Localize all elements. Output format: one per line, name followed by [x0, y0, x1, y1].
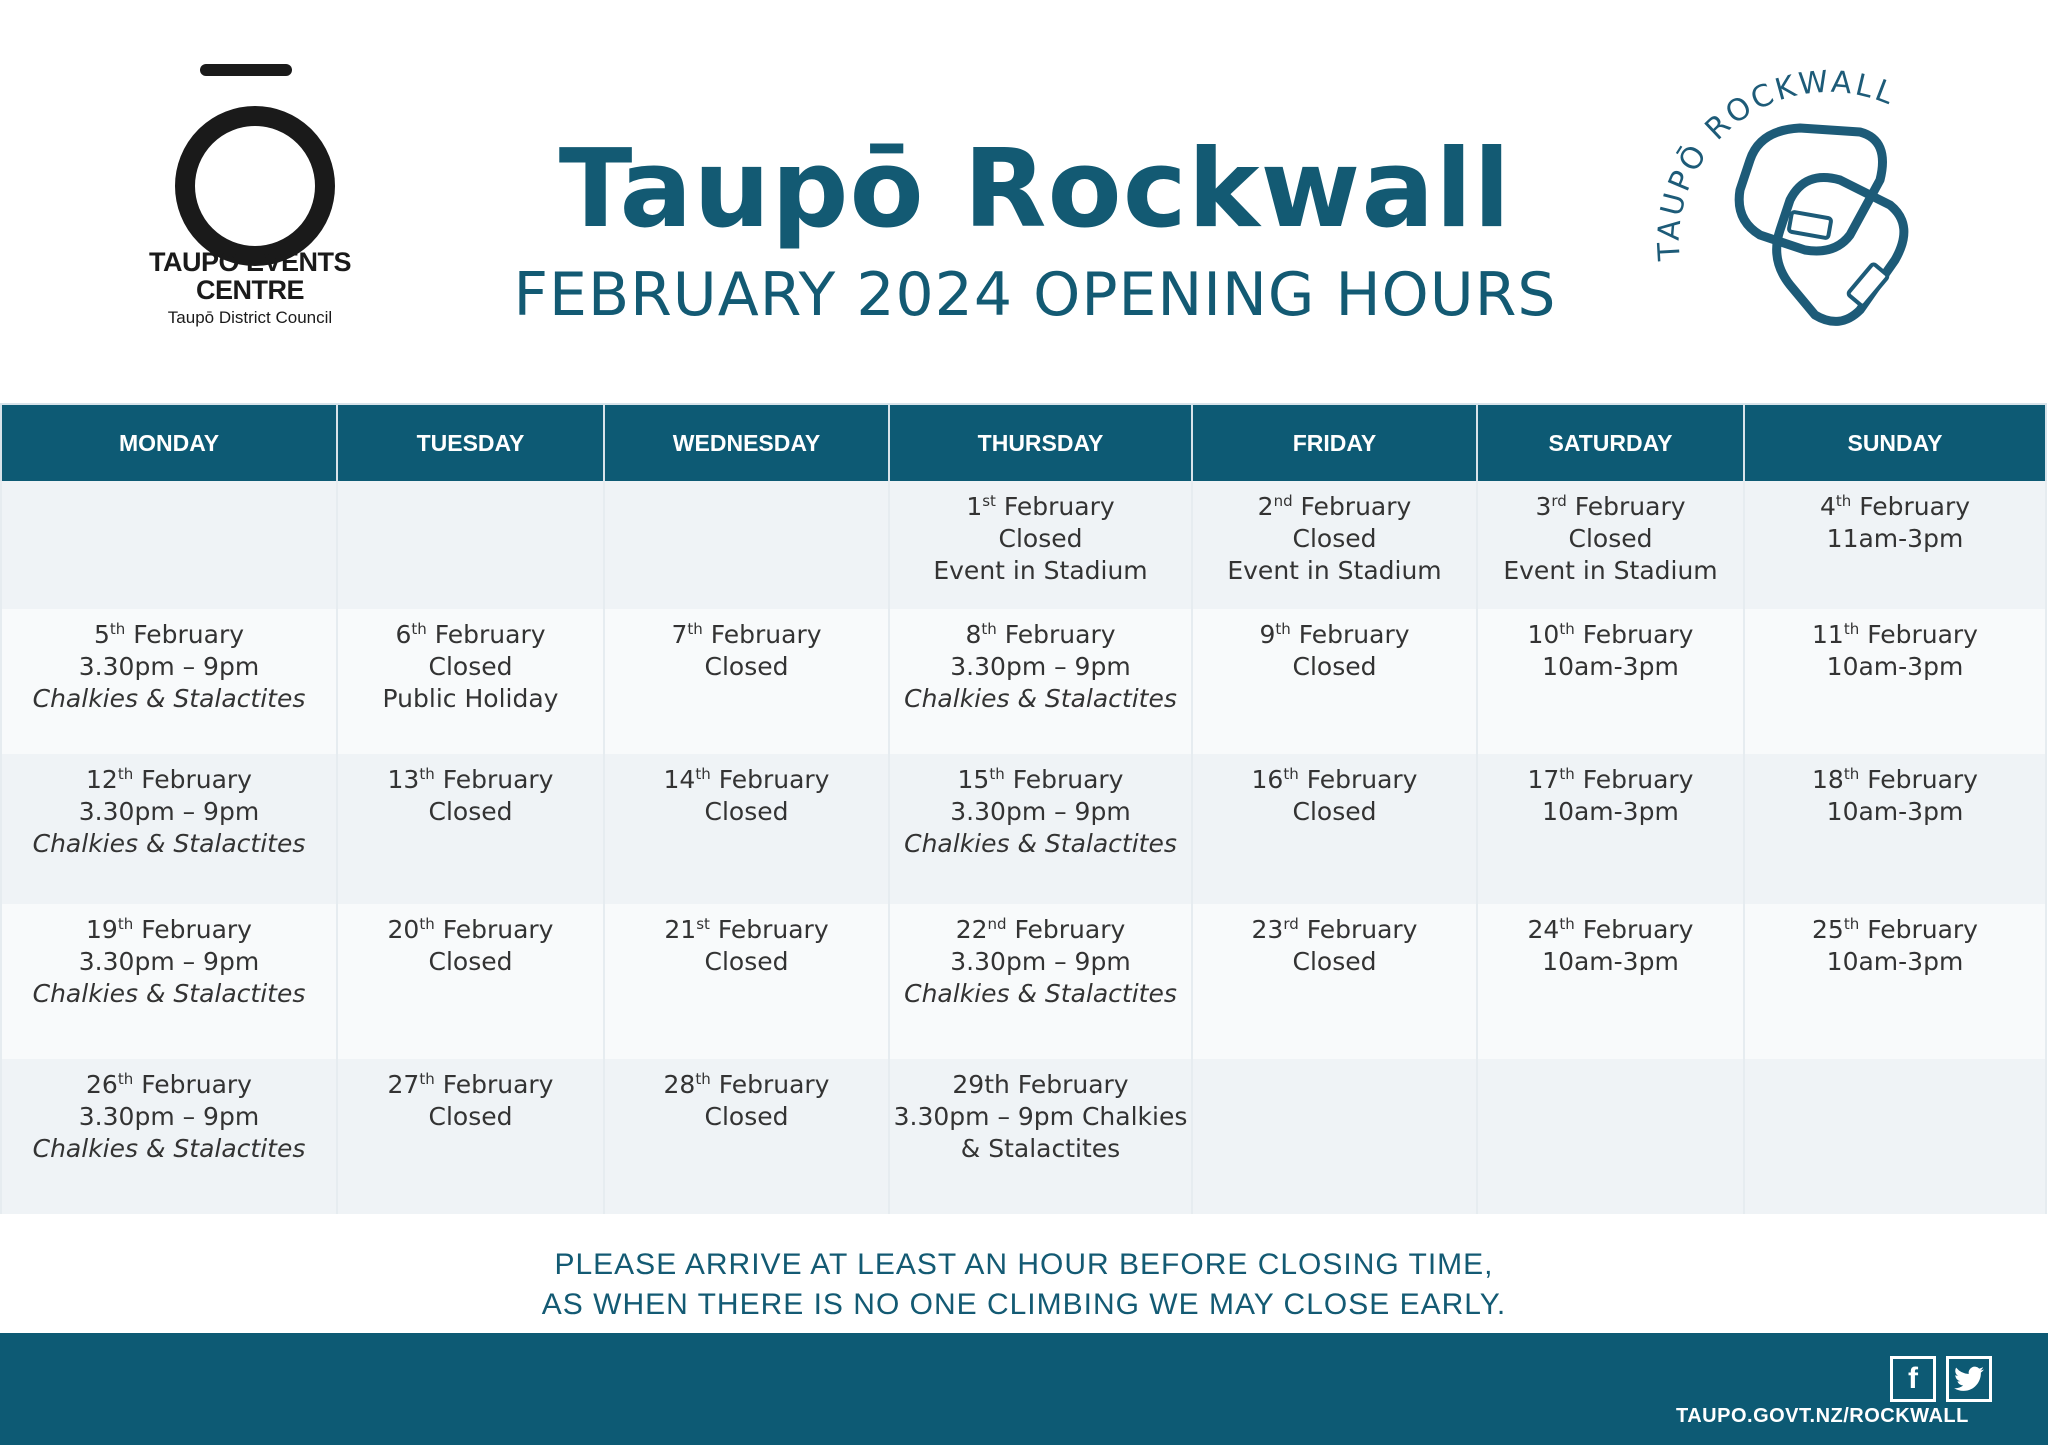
weekday-header-monday: MONDAY	[1, 404, 337, 481]
twitter-icon[interactable]	[1946, 1356, 1992, 1402]
day-status-line: 10am-3pm	[1826, 652, 1964, 681]
social-links	[1890, 1356, 1992, 1402]
day-number: 21	[664, 915, 697, 944]
day-ordinal-suffix: st	[982, 492, 996, 510]
day-status-line: Closed	[704, 1102, 789, 1131]
day-status-line: Event in Stadium	[1227, 556, 1442, 585]
day-date-label	[1194, 764, 1475, 796]
page-title: Taupō Rockwall	[558, 127, 1512, 252]
day-status-line: Public Holiday	[382, 684, 559, 713]
day-ordinal-suffix: th	[1283, 765, 1299, 783]
day-status-line: Closed	[428, 1102, 513, 1131]
twitter-bird-icon	[1954, 1366, 1984, 1392]
day-number: 13	[387, 765, 420, 794]
day-status-line: 10am-3pm	[1542, 652, 1679, 681]
day-number: 1	[966, 492, 983, 521]
day-ordinal-suffix: th	[695, 1070, 711, 1088]
day-date-label	[1479, 914, 1742, 946]
month-name: February	[434, 620, 546, 649]
calendar-day-cell	[337, 609, 604, 754]
month-name: February	[1867, 765, 1978, 794]
day-status-line: 10am-3pm	[1826, 947, 1964, 976]
day-number: 14	[663, 765, 696, 794]
calendar-day-cell	[889, 609, 1192, 754]
session-name: Chalkies & Stalactites	[904, 684, 1177, 713]
calendar-day-cell	[1, 904, 337, 1059]
day-status-line: Closed	[704, 797, 789, 826]
calendar-day-cell	[604, 1059, 889, 1214]
month-name: February	[718, 1070, 830, 1099]
day-status-line: 3.30pm – 9pm Chalkies	[893, 1102, 1188, 1131]
day-date-label	[606, 914, 887, 946]
day-ordinal-suffix: th	[109, 620, 126, 638]
day-date-label	[891, 914, 1190, 946]
day-number: 5	[93, 620, 110, 649]
opening-hours-calendar	[0, 403, 2047, 1214]
day-ordinal-suffix: th	[1835, 492, 1852, 510]
logo-line-1: TAUPŌ EVENTS	[148, 247, 352, 277]
notice-line-1: PLEASE ARRIVE AT LEAST AN HOUR BEFORE CLOSING TIME,	[554, 1248, 1494, 1281]
day-status-line: 3.30pm – 9pm	[78, 652, 260, 681]
day-date-label	[1194, 491, 1475, 523]
calendar-day-cell	[1192, 904, 1477, 1059]
month-name: February	[442, 1070, 554, 1099]
month-name: February	[1867, 620, 1978, 649]
session-name: Chalkies & Stalactites	[904, 979, 1177, 1008]
day-status-line: Closed	[998, 524, 1083, 553]
day-ordinal-suffix: th	[419, 915, 435, 933]
arrival-notice	[0, 1245, 2048, 1325]
day-ordinal-suffix: th	[419, 765, 435, 783]
day-number: 17	[1527, 765, 1560, 794]
day-date-label	[339, 914, 602, 946]
day-status-line: 3.30pm – 9pm	[78, 947, 260, 976]
month-name: February	[141, 1070, 252, 1099]
month-name: February	[1859, 492, 1971, 521]
day-date-label	[891, 764, 1190, 796]
day-date-label	[1746, 914, 2044, 946]
day-number: 6	[395, 620, 412, 649]
calendar-day-cell	[1744, 609, 2046, 754]
day-ordinal-suffix: th	[411, 620, 427, 638]
month-name: February	[1300, 492, 1412, 521]
day-date-label	[1194, 914, 1475, 946]
day-status-line: Closed	[1292, 524, 1377, 553]
day-ordinal-suffix: th	[117, 1070, 134, 1088]
month-name: February	[133, 620, 245, 649]
logo-council-text: Taupō District Council	[167, 308, 333, 327]
calendar-day-cell	[1, 1059, 337, 1214]
day-status-line: 10am-3pm	[1542, 947, 1679, 976]
day-date-label	[3, 764, 335, 796]
session-name: Chalkies & Stalactites	[32, 829, 306, 858]
calendar-day-cell	[604, 904, 889, 1059]
day-number: 25	[1812, 915, 1844, 944]
day-date-label	[339, 764, 602, 796]
day-status-line: Closed	[428, 947, 513, 976]
logo-arc-text: TAUPŌ ROCKWALL	[1651, 64, 1902, 262]
calendar-day-cell	[889, 481, 1192, 609]
month-name: February	[718, 765, 830, 794]
day-number: 8	[965, 620, 982, 649]
day-status-line: 3.30pm – 9pm	[78, 797, 260, 826]
calendar-day-cell	[1192, 754, 1477, 904]
day-ordinal-suffix: th	[1275, 620, 1291, 638]
calendar-day-cell	[1744, 754, 2046, 904]
month-name: February	[1012, 765, 1124, 794]
calendar-day-cell	[337, 754, 604, 904]
calendar-day-cell	[604, 609, 889, 754]
month-name: February	[1306, 915, 1418, 944]
month-name: February	[442, 915, 554, 944]
day-number: 11	[1812, 620, 1844, 649]
day-date-label	[606, 619, 887, 651]
month-name: February	[717, 915, 829, 944]
calendar-day-cell	[1, 754, 337, 904]
month-name: February	[1867, 915, 1978, 944]
day-ordinal-suffix: th	[1843, 620, 1860, 638]
calendar-cell-empty	[1744, 1059, 2046, 1214]
taupo-events-centre-logo	[130, 60, 370, 340]
notice-line-2: AS WHEN THERE IS NO ONE CLIMBING WE MAY CLOSE EARLY.	[541, 1288, 1507, 1321]
day-date-label	[1479, 764, 1742, 796]
day-number: 19	[86, 915, 118, 944]
calendar-week-row	[1, 754, 2046, 904]
day-status-line: Closed	[1292, 797, 1377, 826]
month-name: February	[1014, 915, 1126, 944]
calendar-day-cell	[1192, 609, 1477, 754]
day-status-line: Closed	[1568, 524, 1653, 553]
session-name: Chalkies & Stalactites	[32, 684, 306, 713]
calendar-day-cell	[1477, 609, 1744, 754]
day-status-line: 3.30pm – 9pm	[950, 797, 1131, 826]
day-ordinal-suffix: th	[1559, 620, 1575, 638]
day-date-label	[3, 1069, 335, 1101]
day-date-label	[606, 764, 887, 796]
month-name: February	[1298, 620, 1410, 649]
day-date-label	[3, 619, 335, 651]
weekday-header-wednesday: WEDNESDAY	[604, 404, 889, 481]
day-number: 10	[1527, 620, 1560, 649]
day-date-label	[891, 491, 1190, 523]
calendar-week-row	[1, 904, 2046, 1059]
day-number: 23	[1251, 915, 1284, 944]
day-ordinal-suffix: nd	[1273, 492, 1293, 510]
month-name: February	[1004, 620, 1116, 649]
taupo-rockwall-logo	[1640, 50, 1940, 340]
logo-line-2: CENTRE	[195, 275, 304, 305]
calendar-day-cell	[337, 1059, 604, 1214]
day-number: 7	[671, 620, 688, 649]
weekday-header-tuesday: TUESDAY	[337, 404, 604, 481]
calendar-week-row	[1, 609, 2046, 754]
session-name: Chalkies & Stalactites	[32, 1134, 306, 1163]
carabiners-icon	[1640, 50, 1940, 340]
day-status-line: 3.30pm – 9pm	[950, 947, 1131, 976]
website-link[interactable]: TAUPO.GOVT.NZ/ROCKWALL	[1676, 1405, 1969, 1427]
facebook-icon[interactable]: f	[1890, 1356, 1936, 1402]
day-ordinal-suffix: th	[117, 915, 134, 933]
month-name: February	[710, 620, 822, 649]
day-number: 20	[387, 915, 420, 944]
day-date-label	[3, 914, 335, 946]
day-status-line: & Stalactites	[960, 1134, 1121, 1163]
day-ordinal-suffix: th	[989, 765, 1005, 783]
day-date-label	[606, 1069, 887, 1101]
calendar-day-cell	[1192, 481, 1477, 609]
day-status-line: Closed	[704, 652, 789, 681]
page-subtitle: FEBRUARY 2024 OPENING HOURS	[513, 260, 1557, 330]
day-ordinal-suffix: th	[1559, 765, 1575, 783]
month-name: February	[1582, 620, 1694, 649]
day-number: 22	[955, 915, 988, 944]
weekday-header-row	[1, 404, 2046, 481]
calendar-day-cell	[1477, 754, 1744, 904]
day-date-label: 29th February	[952, 1070, 1129, 1099]
day-number: 27	[387, 1070, 420, 1099]
calendar-week-row	[1, 1059, 2046, 1214]
day-number: 16	[1251, 765, 1284, 794]
day-number: 4	[1819, 492, 1836, 521]
logo-o-ring-icon	[175, 106, 335, 266]
day-date-label	[1746, 491, 2044, 523]
session-name: Chalkies & Stalactites	[904, 829, 1177, 858]
day-ordinal-suffix: th	[981, 620, 997, 638]
calendar-cell-empty	[1192, 1059, 1477, 1214]
day-ordinal-suffix: th	[1559, 915, 1575, 933]
weekday-header-thursday: THURSDAY	[889, 404, 1192, 481]
month-name: February	[1582, 915, 1694, 944]
calendar-day-cell	[1, 609, 337, 754]
day-number: 12	[86, 765, 118, 794]
calendar-day-cell	[889, 754, 1192, 904]
day-status-line: 3.30pm – 9pm	[78, 1102, 260, 1131]
day-number: 2	[1257, 492, 1274, 521]
calendar-day-cell	[889, 1059, 1192, 1214]
footer-bar	[0, 1333, 2048, 1445]
month-name: February	[442, 765, 554, 794]
day-status-line: Closed	[704, 947, 789, 976]
calendar-cell-empty	[1477, 1059, 1744, 1214]
calendar-cell-empty	[1, 481, 337, 609]
day-number: 9	[1259, 620, 1276, 649]
month-name: February	[1574, 492, 1686, 521]
day-date-label	[339, 1069, 602, 1101]
day-status-line: 10am-3pm	[1542, 797, 1679, 826]
day-date-label	[1479, 619, 1742, 651]
calendar-day-cell	[889, 904, 1192, 1059]
day-ordinal-suffix: th	[117, 765, 134, 783]
day-ordinal-suffix: th	[1843, 765, 1860, 783]
calendar-cell-empty	[604, 481, 889, 609]
calendar-day-cell	[604, 754, 889, 904]
day-ordinal-suffix: rd	[1551, 492, 1567, 510]
day-status-line: Closed	[1292, 947, 1377, 976]
day-status-line: 10am-3pm	[1826, 797, 1964, 826]
day-date-label	[1746, 619, 2044, 651]
day-status-line: Event in Stadium	[1503, 556, 1718, 585]
day-date-label	[1746, 764, 2044, 796]
day-date-label	[891, 619, 1190, 651]
month-name: February	[1582, 765, 1694, 794]
day-ordinal-suffix: th	[1843, 915, 1860, 933]
month-name: February	[1306, 765, 1418, 794]
day-number: 15	[957, 765, 990, 794]
day-number: 24	[1527, 915, 1560, 944]
calendar-week-row	[1, 481, 2046, 609]
day-number: 26	[86, 1070, 118, 1099]
calendar-day-cell	[1744, 481, 2046, 609]
day-number: 3	[1535, 492, 1552, 521]
logo-macron-bar	[200, 64, 292, 76]
day-ordinal-suffix: st	[696, 915, 710, 933]
day-number: 28	[663, 1070, 696, 1099]
calendar-cell-empty	[337, 481, 604, 609]
day-date-label	[1479, 491, 1742, 523]
day-ordinal-suffix: th	[419, 1070, 435, 1088]
weekday-header-saturday: SATURDAY	[1477, 404, 1744, 481]
month-name: February	[1003, 492, 1115, 521]
day-date-label	[339, 619, 602, 651]
title-block	[460, 127, 1610, 330]
calendar-day-cell	[1477, 904, 1744, 1059]
day-status-line: Closed	[428, 797, 513, 826]
day-ordinal-suffix: nd	[987, 915, 1007, 933]
day-ordinal-suffix: th	[695, 765, 711, 783]
calendar-day-cell	[337, 904, 604, 1059]
weekday-header-sunday: SUNDAY	[1744, 404, 2046, 481]
calendar-day-cell	[1744, 904, 2046, 1059]
day-status-line: 3.30pm – 9pm	[950, 652, 1131, 681]
day-ordinal-suffix: rd	[1283, 915, 1299, 933]
weekday-header-friday: FRIDAY	[1192, 404, 1477, 481]
day-status-line: Event in Stadium	[933, 556, 1148, 585]
session-name: Chalkies & Stalactites	[32, 979, 306, 1008]
logo-text-events-centre	[130, 248, 370, 304]
day-number: 18	[1812, 765, 1844, 794]
calendar-day-cell	[1477, 481, 1744, 609]
day-date-label	[1194, 619, 1475, 651]
month-name: February	[141, 765, 252, 794]
day-status-line: Closed	[428, 652, 513, 681]
month-name: February	[141, 915, 252, 944]
day-ordinal-suffix: th	[687, 620, 703, 638]
day-status-line: Closed	[1292, 652, 1377, 681]
day-status-line: 11am-3pm	[1826, 524, 1964, 553]
